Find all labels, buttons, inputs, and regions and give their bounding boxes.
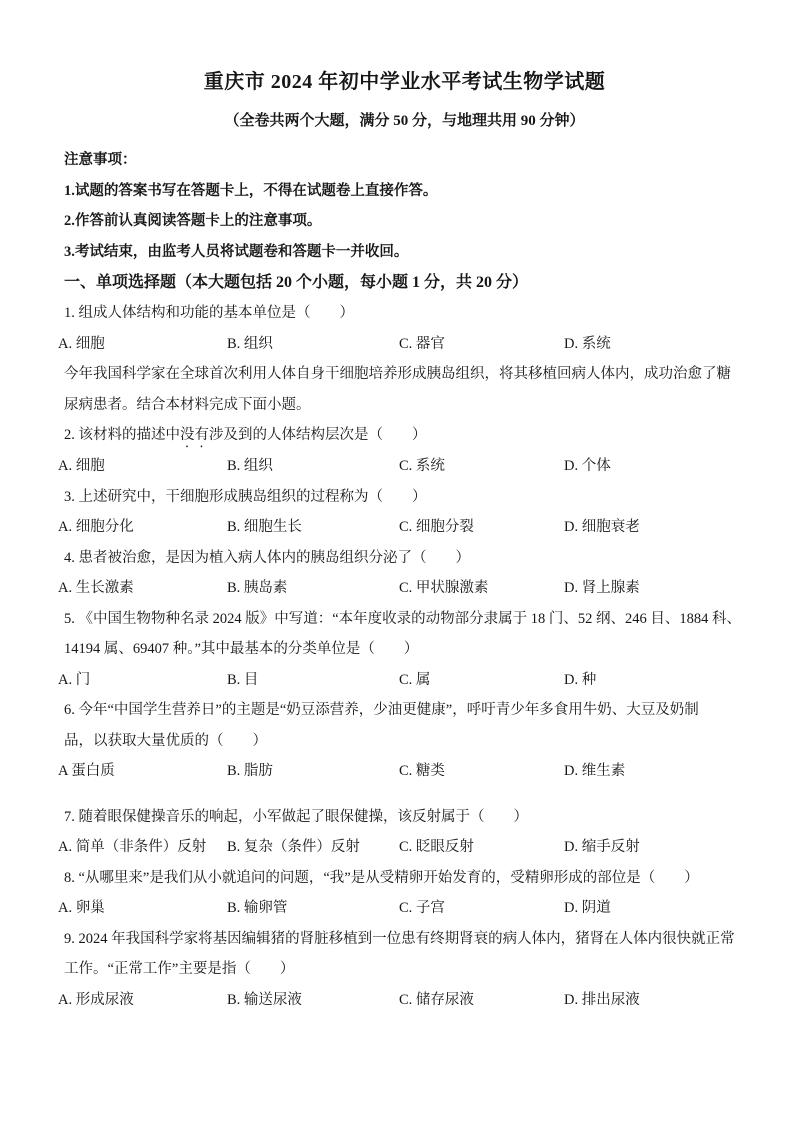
question-1-stem: 1. 组成人体结构和功能的基本单位是（ ） bbox=[64, 305, 354, 321]
question-9-stem-line-2: 工作。“正常工作”主要是指（ ） bbox=[64, 961, 295, 977]
question-8-stem: 8. “从哪里来”是我们从小就追问的问题，“我”是从受精卵开始发育的，受精卵形成的部位是（ ） bbox=[64, 869, 699, 886]
material-line-2: 尿病患者。结合本材料完成下面小题。 bbox=[64, 396, 311, 413]
question-8-option-d: D. 阴道 bbox=[564, 900, 611, 916]
question-1-option-b: B. 组织 bbox=[227, 335, 273, 352]
question-7-option-a: A. 简单（非条件）反射 bbox=[58, 839, 207, 855]
section-1-heading: 一、单项选择题（本大题包括 20 个小题，每小题 1 分，共 20 分） bbox=[64, 274, 529, 291]
question-6-option-d: D. 维生素 bbox=[564, 763, 626, 779]
exam-title: 重庆市 2024 年初中学业水平考试生物学试题 bbox=[203, 71, 606, 93]
question-8-option-a: A. 卵巢 bbox=[58, 900, 105, 916]
question-5-option-c: C. 属 bbox=[399, 671, 431, 688]
notice-item-1: 1.试题的答案书写在答题卡上，不得在试题卷上直接作答。 bbox=[64, 182, 438, 199]
question-2-stem-post: 涉及到的人体结构层次是（ ） bbox=[209, 427, 427, 443]
question-7-options bbox=[58, 832, 745, 863]
notice-heading: 注意事项： bbox=[64, 152, 137, 168]
notice-item-2: 2.作答前认真阅读答题卡上的注意事项。 bbox=[64, 213, 322, 229]
notice-item-3: 3.考试结束，由监考人员将试题卷和答题卡一并收回。 bbox=[64, 243, 409, 260]
question-6-stem-line-1: 6. 今年“中国学生营养日”的主题是“奶豆添营养，少油更健康”，呼吁青少年多食用牛奶、大豆及奶制 bbox=[64, 702, 699, 718]
questions-area bbox=[58, 298, 745, 1015]
question-5-options bbox=[58, 665, 745, 696]
question-1-option-a: A. 细胞 bbox=[58, 335, 105, 352]
question-6-options bbox=[58, 756, 745, 787]
question-6-option-a: A 蛋白质 bbox=[58, 763, 115, 779]
question-5-stem-line-1: 5. 《中国生物物种名录 2024 版》中写道：“本年度收录的动物部分隶属于 18 门、52 纲、246 目、1884 科、 bbox=[64, 610, 742, 627]
material-line-1: 今年我国科学家在全球首次利用人体自身干细胞培养形成胰岛组织，将其移植回病人体内，成功治愈了糖 bbox=[64, 366, 731, 382]
question-2-option-a: A. 细胞 bbox=[58, 458, 105, 474]
question-9-stem-line-1: 9. 2024 年我国科学家将基因编辑猪的肾脏移植到一位患有终期肾衰的病人体内，猪肾在人体内很快就正常 bbox=[64, 930, 735, 947]
question-8-options bbox=[58, 893, 745, 924]
question-9-option-b: B. 输送尿液 bbox=[227, 991, 302, 1008]
question-2-option-d: D. 个体 bbox=[564, 458, 611, 474]
question-2-stem bbox=[64, 420, 745, 451]
question-7-option-d: D. 缩手反射 bbox=[564, 839, 640, 855]
question-8-option-b: B. 输卵管 bbox=[227, 900, 288, 916]
question-9-option-c: C. 储存尿液 bbox=[399, 991, 474, 1008]
question-7-option-b: B. 复杂（条件）反射 bbox=[227, 839, 360, 855]
question-4-option-c: C. 甲状腺激素 bbox=[399, 580, 489, 596]
question-3-option-c: C. 细胞分裂 bbox=[399, 519, 474, 535]
question-7-option-c: C. 眨眼反射 bbox=[399, 839, 474, 855]
question-4-option-b: B. 胰岛素 bbox=[227, 580, 288, 596]
question-9-option-a: A. 形成尿液 bbox=[58, 991, 134, 1008]
question-1-option-d: D. 系统 bbox=[564, 335, 611, 352]
question-3-options bbox=[58, 512, 745, 543]
question-6-option-b: B. 脂肪 bbox=[227, 763, 273, 779]
question-9-option-d: D. 排出尿液 bbox=[564, 991, 640, 1008]
question-1-option-c: C. 器官 bbox=[399, 335, 445, 352]
question-2-option-c: C. 系统 bbox=[399, 458, 445, 474]
question-2-options bbox=[58, 451, 745, 482]
question-5-option-d: D. 种 bbox=[564, 671, 597, 688]
question-3-option-d: D. 细胞衰老 bbox=[564, 519, 640, 535]
question-2-stem-pre: 2. 该材料的描述中 bbox=[64, 427, 180, 443]
question-4-option-d: D. 肾上腺素 bbox=[564, 580, 640, 596]
question-6-option-c: C. 糖类 bbox=[399, 763, 445, 779]
question-5-stem-line-2: 14194 属、69407 种。”其中最基本的分类单位是（ ） bbox=[64, 641, 419, 657]
question-2-stem-emphasis: 没有 bbox=[180, 427, 209, 443]
question-9-options bbox=[58, 985, 745, 1016]
question-3-stem: 3. 上述研究中，干细胞形成胰岛组织的过程称为（ ） bbox=[64, 488, 427, 505]
question-8-option-c: C. 子宫 bbox=[399, 900, 445, 916]
question-4-stem: 4. 患者被治愈，是因为植入病人体内的胰岛组织分泌了（ ） bbox=[64, 549, 470, 566]
question-2-option-b: B. 组织 bbox=[227, 458, 273, 474]
notice-block bbox=[64, 145, 745, 267]
question-5-option-a: A. 门 bbox=[58, 671, 91, 688]
question-3-option-a: A. 细胞分化 bbox=[58, 519, 134, 535]
question-6-stem-line-2: 品，以获取大量优质的（ ） bbox=[64, 732, 267, 749]
question-4-options bbox=[58, 573, 745, 604]
question-1-options bbox=[58, 329, 745, 360]
exam-subtitle: （全卷共两个大题，满分 50 分，与地理共用 90 分钟） bbox=[224, 113, 585, 129]
question-7-stem: 7. 随着眼保健操音乐的响起，小军做起了眼保健操，该反射属于（ ） bbox=[64, 808, 528, 825]
question-4-option-a: A. 生长激素 bbox=[58, 580, 134, 596]
question-3-option-b: B. 细胞生长 bbox=[227, 519, 302, 535]
question-5-option-b: B. 目 bbox=[227, 671, 259, 688]
